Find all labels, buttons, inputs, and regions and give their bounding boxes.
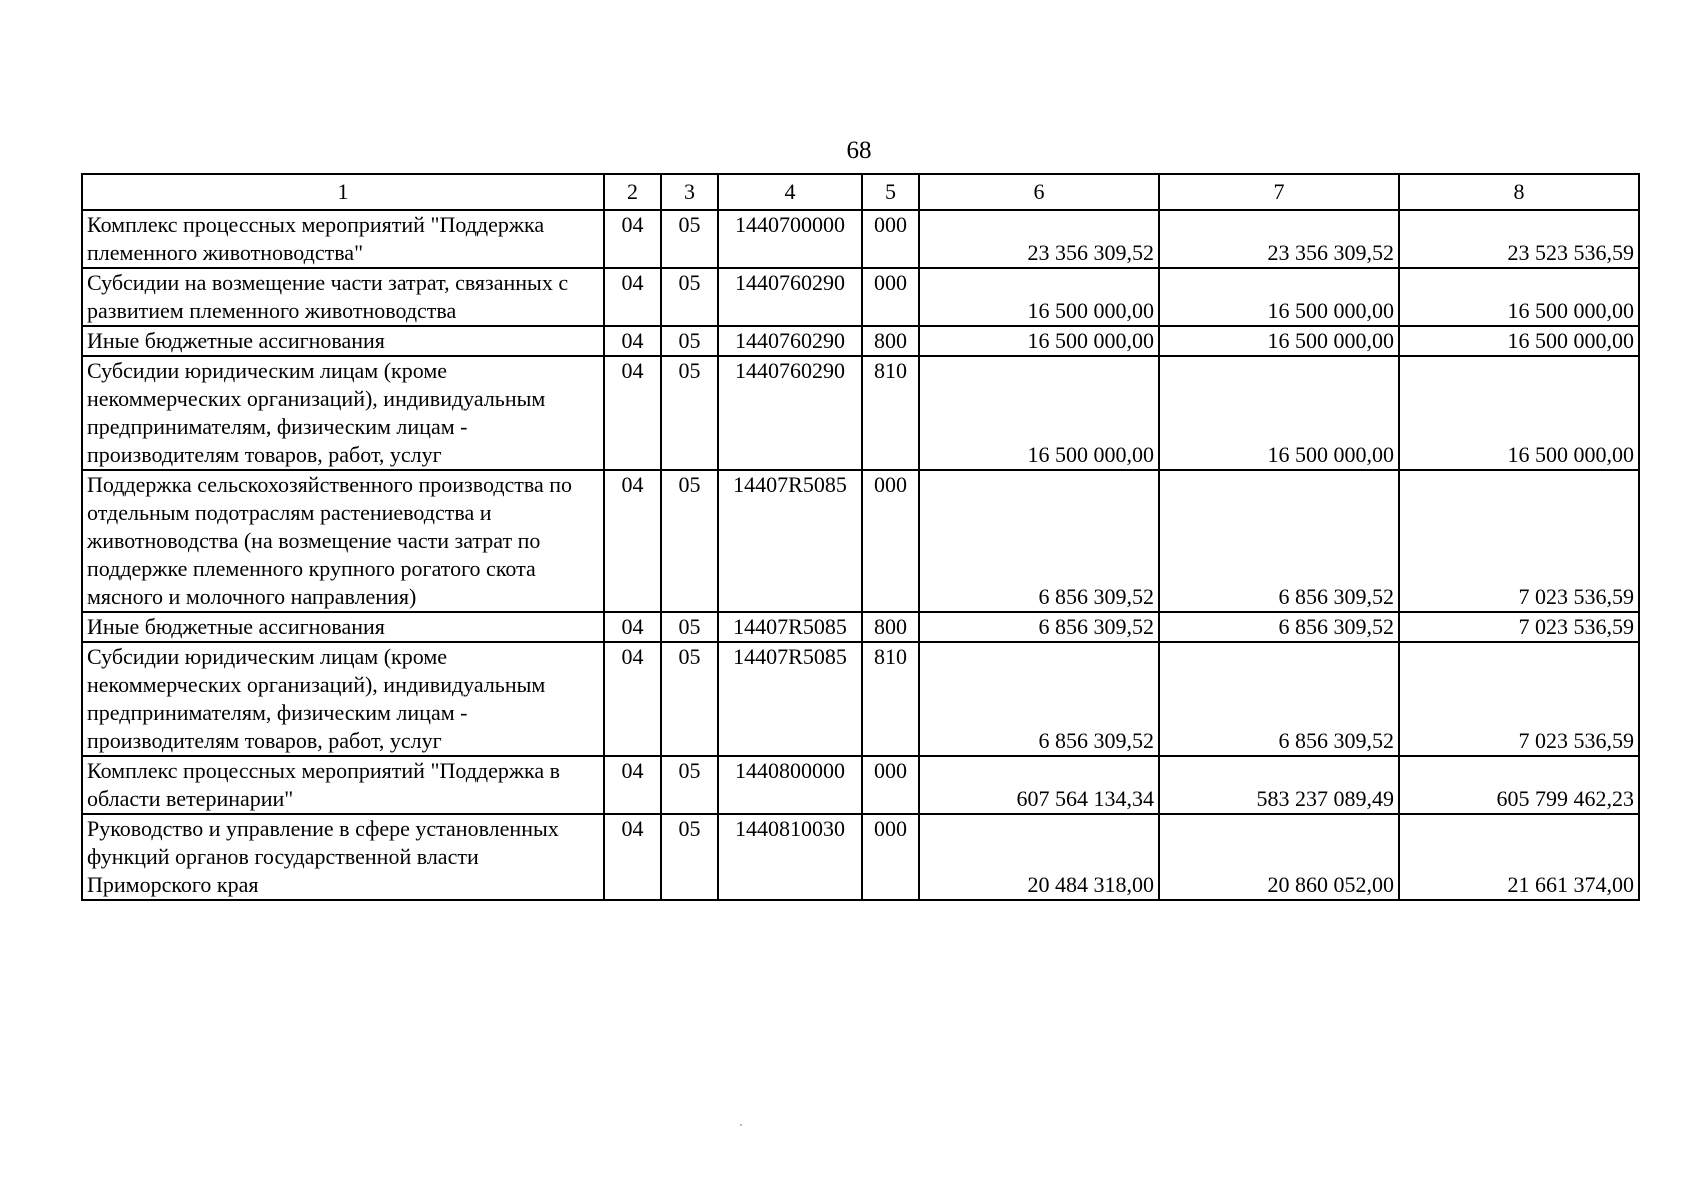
row-amount-col8: 7 023 536,59 — [1399, 470, 1639, 612]
header-cell-3: 3 — [661, 174, 718, 210]
header-row — [82, 174, 1639, 210]
row-section: 04 — [604, 814, 661, 900]
header-cell-7: 7 — [1159, 174, 1399, 210]
table-row — [82, 326, 1639, 356]
row-section: 04 — [604, 612, 661, 642]
row-amount-col6: 23 356 309,52 — [919, 210, 1159, 268]
row-description: Субсидии на возмещение части затрат, связанных с развитием племенного животноводства — [82, 268, 604, 326]
row-amount-col6: 6 856 309,52 — [919, 470, 1159, 612]
table-row — [82, 756, 1639, 814]
row-section: 04 — [604, 356, 661, 470]
row-amount-col8: 7 023 536,59 — [1399, 612, 1639, 642]
row-description: Иные бюджетные ассигнования — [82, 612, 604, 642]
row-expense-type: 810 — [862, 642, 919, 756]
row-target-article: 1440760290 — [718, 326, 862, 356]
scan-speck — [740, 1124, 742, 1126]
row-target-article: 14407R5085 — [718, 470, 862, 612]
table-row — [82, 814, 1639, 900]
page-number: 68 — [846, 137, 872, 164]
row-subsection: 05 — [661, 612, 718, 642]
row-description: Руководство и управление в сфере установленных функций органов государственной власти Приморского края — [82, 814, 604, 900]
row-amount-col6: 6 856 309,52 — [919, 642, 1159, 756]
table-row — [82, 642, 1639, 756]
table-row — [82, 210, 1639, 268]
row-section: 04 — [604, 756, 661, 814]
header-cell-6: 6 — [919, 174, 1159, 210]
row-section: 04 — [604, 470, 661, 612]
row-expense-type: 800 — [862, 612, 919, 642]
row-target-article: 1440700000 — [718, 210, 862, 268]
row-amount-col6: 16 500 000,00 — [919, 326, 1159, 356]
row-amount-col7: 6 856 309,52 — [1159, 612, 1399, 642]
row-amount-col8: 21 661 374,00 — [1399, 814, 1639, 900]
row-subsection: 05 — [661, 756, 718, 814]
row-subsection: 05 — [661, 356, 718, 470]
row-expense-type: 800 — [862, 326, 919, 356]
row-amount-col8: 16 500 000,00 — [1399, 356, 1639, 470]
row-amount-col8: 7 023 536,59 — [1399, 642, 1639, 756]
row-expense-type: 810 — [862, 356, 919, 470]
row-amount-col8: 16 500 000,00 — [1399, 326, 1639, 356]
header-cell-2: 2 — [604, 174, 661, 210]
row-amount-col7: 20 860 052,00 — [1159, 814, 1399, 900]
row-amount-col6: 607 564 134,34 — [919, 756, 1159, 814]
row-description: Комплекс процессных мероприятий "Поддержка в области ветеринарии" — [82, 756, 604, 814]
row-target-article: 14407R5085 — [718, 642, 862, 756]
table-row — [82, 356, 1639, 470]
row-subsection: 05 — [661, 470, 718, 612]
header-cell-4: 4 — [718, 174, 862, 210]
row-expense-type: 000 — [862, 268, 919, 326]
row-amount-col7: 23 356 309,52 — [1159, 210, 1399, 268]
row-amount-col7: 6 856 309,52 — [1159, 470, 1399, 612]
row-amount-col7: 16 500 000,00 — [1159, 326, 1399, 356]
row-section: 04 — [604, 642, 661, 756]
row-description: Субсидии юридическим лицам (кроме некоммерческих организаций), индивидуальным предпринимателям, физическим лицам - производителям товаров, работ, услуг — [82, 356, 604, 470]
row-amount-col7: 583 237 089,49 — [1159, 756, 1399, 814]
row-amount-col8: 16 500 000,00 — [1399, 268, 1639, 326]
row-target-article: 1440760290 — [718, 356, 862, 470]
row-amount-col6: 6 856 309,52 — [919, 612, 1159, 642]
row-target-article: 1440760290 — [718, 268, 862, 326]
row-expense-type: 000 — [862, 756, 919, 814]
row-amount-col7: 16 500 000,00 — [1159, 268, 1399, 326]
row-section: 04 — [604, 268, 661, 326]
row-target-article: 14407R5085 — [718, 612, 862, 642]
row-target-article: 1440810030 — [718, 814, 862, 900]
row-section: 04 — [604, 210, 661, 268]
table-row — [82, 470, 1639, 612]
row-description: Поддержка сельскохозяйственного производства по отдельным подотраслям растениеводства и животноводства (на возмещение части затрат по поддержке племенного крупного рогатого скота мясного и молочного направления) — [82, 470, 604, 612]
header-cell-8: 8 — [1399, 174, 1639, 210]
row-amount-col8: 605 799 462,23 — [1399, 756, 1639, 814]
row-expense-type: 000 — [862, 470, 919, 612]
table-row — [82, 612, 1639, 642]
row-subsection: 05 — [661, 210, 718, 268]
row-amount-col8: 23 523 536,59 — [1399, 210, 1639, 268]
row-amount-col7: 16 500 000,00 — [1159, 356, 1399, 470]
header-cell-5: 5 — [862, 174, 919, 210]
row-subsection: 05 — [661, 326, 718, 356]
row-description: Комплекс процессных мероприятий "Поддержка племенного животноводства" — [82, 210, 604, 268]
row-section: 04 — [604, 326, 661, 356]
row-amount-col6: 16 500 000,00 — [919, 268, 1159, 326]
header-cell-1: 1 — [82, 174, 604, 210]
row-description: Иные бюджетные ассигнования — [82, 326, 604, 356]
row-subsection: 05 — [661, 268, 718, 326]
budget-table — [81, 173, 1640, 901]
row-description: Субсидии юридическим лицам (кроме некоммерческих организаций), индивидуальным предпринимателям, физическим лицам - производителям товаров, работ, услуг — [82, 642, 604, 756]
row-amount-col7: 6 856 309,52 — [1159, 642, 1399, 756]
row-target-article: 1440800000 — [718, 756, 862, 814]
row-subsection: 05 — [661, 642, 718, 756]
row-amount-col6: 16 500 000,00 — [919, 356, 1159, 470]
row-expense-type: 000 — [862, 210, 919, 268]
row-subsection: 05 — [661, 814, 718, 900]
row-expense-type: 000 — [862, 814, 919, 900]
row-amount-col6: 20 484 318,00 — [919, 814, 1159, 900]
table-row — [82, 268, 1639, 326]
